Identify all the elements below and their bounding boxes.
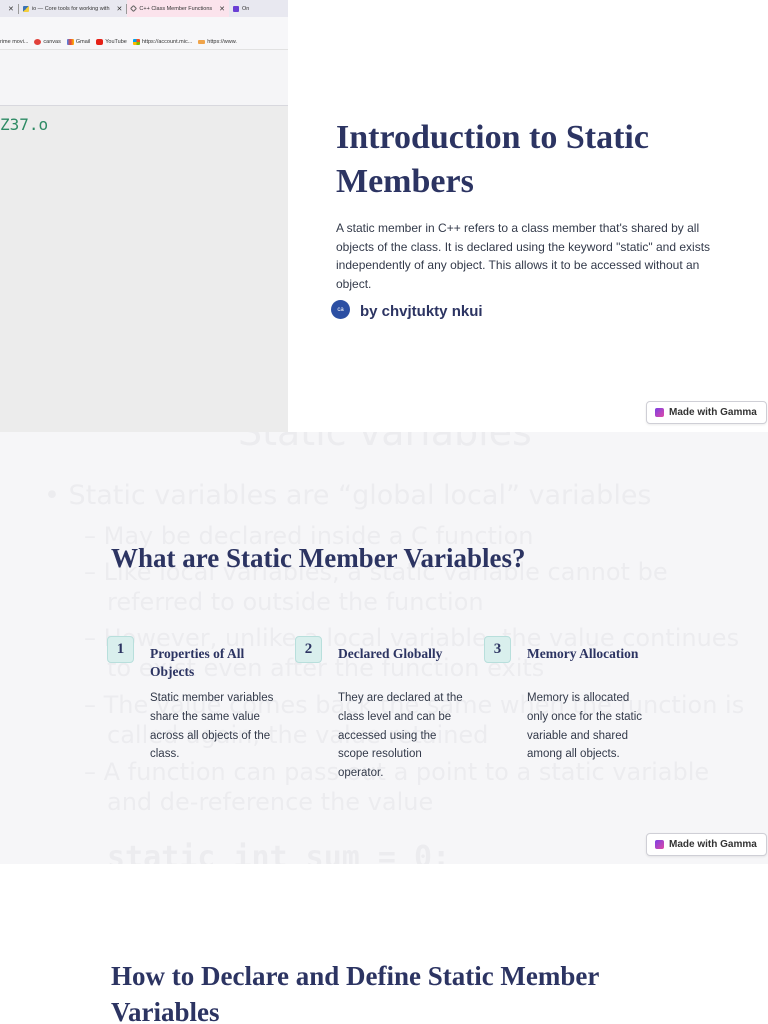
ghost-line [107,588,484,616]
python-icon [23,6,29,12]
slide-declare-define [0,864,768,1024]
slide-intro [0,0,768,432]
web-icon [198,40,205,44]
ghost-heading [238,432,532,454]
slide-title: Introduction to Static Members [336,119,649,200]
column-body: Memory is allocated only once for the static variable and shared among all objects. [527,692,643,761]
browser-tab-cpp[interactable] [127,0,229,17]
browser-toolbar [0,17,288,34]
ghost-line [44,480,652,511]
bookmark-item-canvas[interactable]: canvas [34,39,60,45]
column-body: Static member variables share the same value across all objects of the class. [150,692,274,761]
badge-label: Made with Gamma [669,407,757,418]
avatar: ca [331,300,350,319]
author-name: by chvjtukty nkui [360,303,483,320]
tab-close-partial[interactable] [0,0,18,17]
tab-label: C++ Class Member Functions [139,5,213,12]
made-with-gamma-button[interactable] [646,833,767,856]
bookmark-item-web[interactable]: https://www. [198,39,237,45]
slide-title: What are Static Member Variables? [111,543,526,573]
embedded-browser-screenshot [0,0,288,432]
number-badge: 1 [107,636,134,663]
slide-body: A static member in C++ refers to a class member that's shared by all objects of the class. It is declared using the keyword "static" and exists independently of any object. This allows it to be accessed without an object. [336,221,711,291]
number-badge: 2 [295,636,322,663]
badge-label: Made with Gamma [669,839,757,850]
terminal-text: Z37.o [0,115,49,134]
gamma-logo-icon [655,408,664,417]
column-heading: Memory Allocation [527,646,639,661]
gamma-logo-icon [655,840,664,849]
page-header-area [0,50,288,106]
pen-icon [233,6,239,12]
column-heading: Properties of All Objects [150,646,245,679]
column-body: They are declared at the class level and can be accessed using the scope resolution operator. [338,692,463,780]
gmail-icon [67,39,74,45]
slide-title: How to Declare and Define Static Member Variables [111,961,599,1024]
ghost-line [107,788,433,816]
column-heading: Declared Globally [338,646,443,661]
ghost-code [107,840,450,864]
browser-tab-io[interactable] [19,0,127,17]
diamond-icon [130,5,137,12]
close-icon[interactable]: ✕ [116,5,123,13]
made-with-gamma-button[interactable] [646,401,767,424]
code-output-area [0,106,288,432]
bookmark-item-youtube[interactable]: YouTube [96,39,127,45]
author-line [331,303,483,320]
slide-static-member-variables [0,432,768,864]
bookmark-item-microsoft[interactable]: https://account.mic... [133,39,192,45]
browser-tab-partial[interactable] [229,0,253,17]
close-icon[interactable]: ✕ [219,5,226,13]
close-icon[interactable]: ✕ [8,5,14,13]
number-badge: 3 [484,636,511,663]
browser-tab-bar [0,0,288,17]
microsoft-icon [133,39,140,45]
tab-label: On [242,5,250,12]
youtube-icon [96,39,103,45]
bookmark-item-gmail[interactable]: Gmail [67,39,90,45]
canvas-icon [34,39,41,45]
bookmarks-bar [0,34,288,50]
tab-label: io — Core tools for working with [31,5,110,12]
bookmark-item[interactable]: rime movi... [0,38,29,45]
